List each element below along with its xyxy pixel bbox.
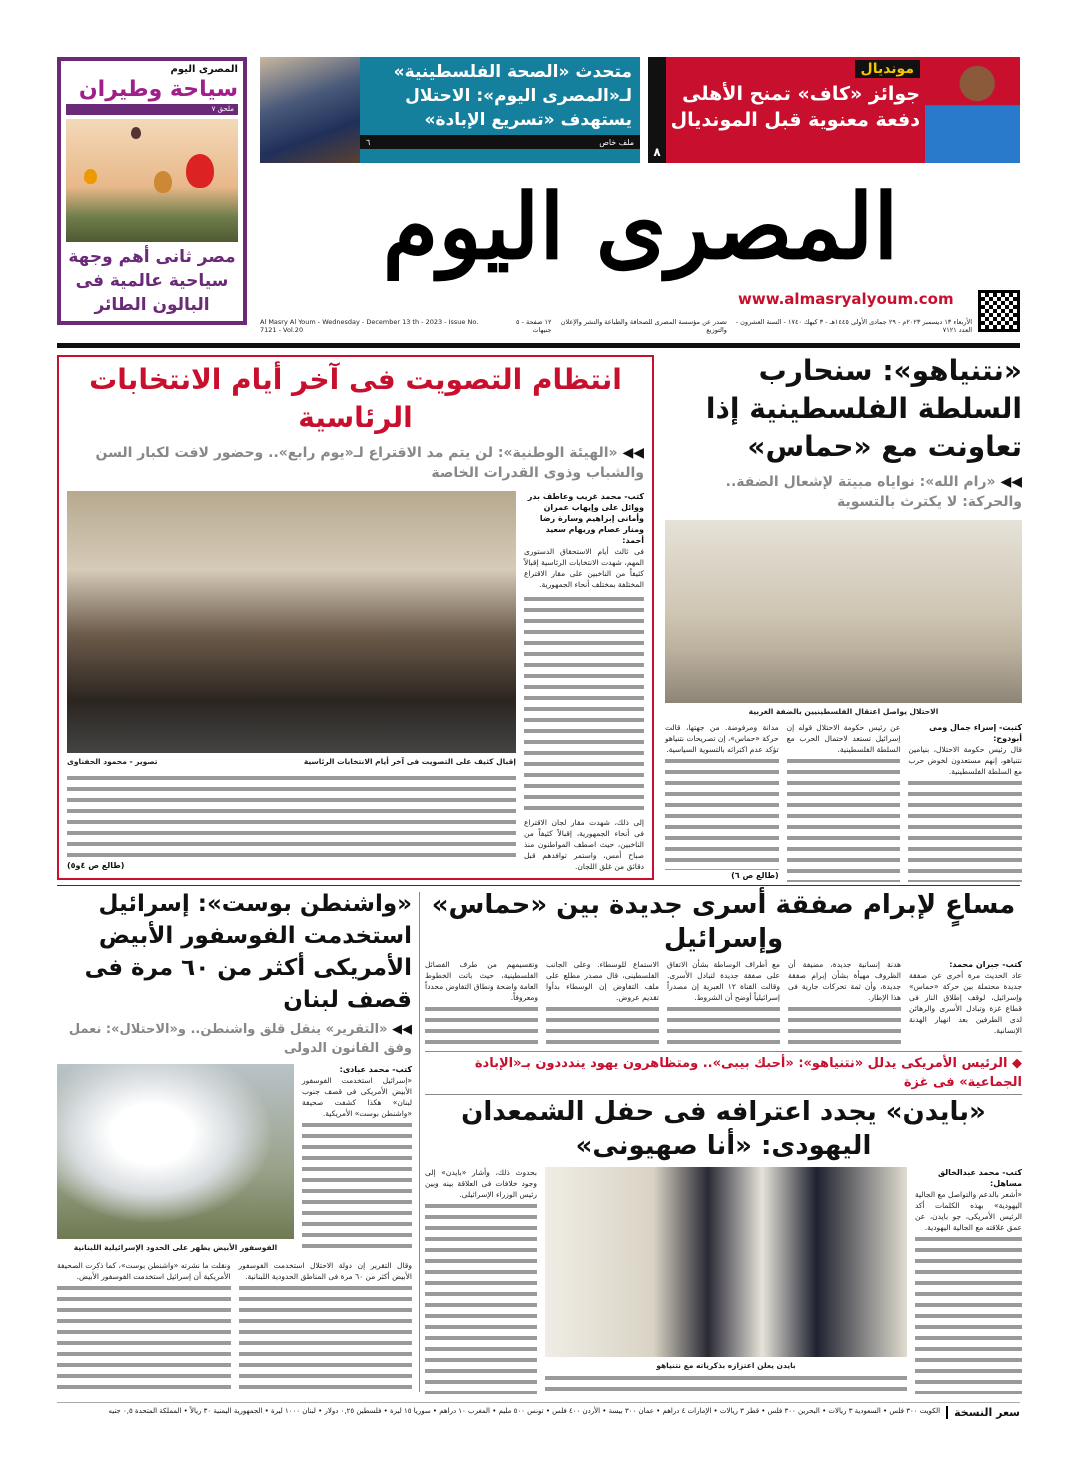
biden-kicker: ◆ الرئيس الأمريكى يدلل «نتنياهو»: «أحبك بيبى».. ومتظاهرون يهود يندددون بـ«الإبادة الجماعية» فى غزة — [425, 1054, 1022, 1095]
arrest-photo — [665, 520, 1022, 703]
election-caption-row — [67, 756, 516, 768]
prisoner-text: وتقسيمهم من طرف الفصائل الفلسطينية، حيث باتت الخطوط العامة واضحة ونطاق التفاوض محدداً ومعروفاً. — [425, 960, 538, 1002]
netanyahu-subheadline: ◀◀ «رام الله»: نواياه مبيتة لإشعال الضفة.. والحركة: لا يكترث بالتسوية — [725, 474, 1022, 510]
prisoner-col — [546, 959, 659, 1048]
biden-headline: «بايدن» يجدد اعترافه فى حفل الشمعدان اليهودى: «أنا صهيونى» — [461, 1097, 986, 1161]
netanyahu-col-2 — [787, 722, 901, 882]
column-divider — [419, 892, 420, 1392]
sport-page: ٨ — [648, 57, 666, 163]
supplement-brand: المصرى اليوم — [170, 64, 238, 75]
election-article[interactable] — [57, 355, 654, 880]
prisoner-deal-headline: مساعٍ لإبرام صفقة أسرى جديدة بين «حماس» وإسرائيل — [431, 890, 1016, 954]
election-subheadline: ◀◀ «الهيئة الوطنية»: لن يتم مد الاقتراع لـ«يوم رابع».. وحضور لافت لكبار السن والشباب وذوى القدرات الخاصة — [95, 445, 644, 481]
wapo-col — [239, 1260, 413, 1394]
player-photo — [925, 57, 1020, 163]
health-footer — [360, 135, 640, 149]
biden-article[interactable] — [425, 1054, 1022, 1394]
wapo-byline: كتب- محمد عبادى: — [339, 1065, 412, 1074]
voters-queue-photo — [67, 491, 516, 753]
wapo-headline: «واشنطن بوست»: إسرائيل استخدمت الفوسفور الأبيض الأمريكى أكثر من ٦٠ مرة فى قصف لبنان — [84, 891, 412, 1013]
wapo-text: وقال التقرير إن دولة الاحتلال استخدمت الفوسفور الأبيض أكثر من ٦٠ مرة فى المناطق الحدودية اللبنانية. — [238, 1261, 412, 1281]
section-rule — [57, 885, 1020, 886]
sport-teaser[interactable] — [648, 57, 1020, 163]
biden-photo-caption: بايدن يعلن اعتزازه بذكرياته مع نتنياهو — [656, 1361, 796, 1370]
prisoner-text: الاستماع للوسطاء. وعلى الجانب الفلسطينى، قال مصدر مطلع على ملف التفاوض إن الوسطاء بدأوا تقديم عروض. — [546, 960, 659, 1002]
health-teaser[interactable] — [260, 57, 640, 163]
prisoner-col — [788, 959, 901, 1048]
wapo-article[interactable] — [57, 888, 412, 1394]
wapo-top-row — [57, 1064, 412, 1254]
white-phosphorus-photo — [57, 1064, 294, 1239]
netanyahu-byline: كتبت- إسراء جمال ومى أبودوح: — [929, 723, 1022, 743]
election-main-column — [67, 491, 516, 872]
price-footer — [57, 1402, 1020, 1419]
website-url[interactable]: www.almasryalyoum.com — [738, 290, 954, 308]
health-tag: ملف خاص — [599, 137, 634, 147]
netanyahu-col-1 — [908, 722, 1022, 882]
prisoner-byline: كتب- جبران محمد: — [949, 960, 1022, 969]
prisoner-text: هدنة إنسانية جديدة، مضيفة أن الظروف مهيأة بشأن إبرام صفقة جديدة، وأن ثمة تحركات جارية فى هذا الإطار. — [788, 960, 901, 1002]
sport-headline: جوائز «كاف» تمنح الأهلى دفعة معنوية قبل المونديال — [670, 83, 920, 131]
qr-code — [978, 290, 1020, 332]
election-lead-column — [524, 491, 644, 872]
biden-photo-column — [545, 1167, 907, 1394]
wapo-lead-column — [302, 1064, 412, 1254]
balloons-photo — [66, 119, 238, 242]
biden-col — [425, 1167, 537, 1394]
biden-byline: كتب- محمد عبدالخالق مساهل: — [937, 1168, 1022, 1188]
dateline-publisher: تصدر عن مؤسسة المصرى للصحافة والطباعة والنشر والإعلان والتوزيع — [560, 318, 727, 334]
netanyahu-text: مدانة ومرفوضة. من جهتها، قالت حركة «حماس»، إن تصريحات نتنياهو تؤكد عدم اكتراثه بالتسوية السياسية. — [664, 723, 779, 754]
wapo-lead: «إسرائيل استخدمت الفوسفور الأبيض الأمريكى فى قصف جنوب لبنان» هكذا كشفت صحيفة «واشنطن بوست» الأمريكية. — [302, 1076, 412, 1118]
netanyahu-continue[interactable]: (طالع ص ٦) — [731, 871, 779, 880]
biden-body-text — [545, 1372, 907, 1394]
netanyahu-text: عن رئيس حكومة الاحتلال قوله إن إسرائيل تستعد لاحتمال الحرب مع السلطة الفلسطينية. — [786, 723, 901, 754]
biden-lead-column — [915, 1167, 1022, 1394]
prisoner-text: مع أطراف الوساطة بشأن الاتفاق على صفقة جديدة لتبادل الأسرى. وقالت القناة ١٢ العبرية إن مصدراً إسرائيلياً أوضح أن الشروط. — [667, 960, 780, 1002]
wapo-photo-column — [57, 1064, 294, 1254]
election-photo-credit: تصوير - محمود الحفناوى — [67, 757, 158, 766]
supplement-number: ملحق ٧ — [66, 104, 238, 115]
dateline — [260, 318, 972, 334]
price-label: سعر النسخة — [946, 1406, 1020, 1419]
price-list: الكويت ٣٠٠ فلس • السعودية ٣ ريالات • البحرين ٣٠٠ فلس • قطر ٣ ريالات • الإمارات ٤ دراهم • عمان ٣٠٠ بيسة • الأردن ٤٠٠ فلس • تونس ٥٠٠ مليم • المغرب ١٠ دراهم • سوريا ١٥ ليرة • فلسطين ٠,٢٥ دولار • لبنان ١٠٠٠ ليرة • الجمهورية اليمنية ٣٠ ريالاً • المملكة المتحدة ٠,٥ جنيه — [108, 1407, 941, 1415]
dateline-price: ١٢ صفحة - ٥ جنيهات — [516, 318, 552, 334]
wapo-text: ونقلت ما نشرته «واشنطن بوست»، كما ذكرت الصحيفة الأمريكية أن إسرائيل استخدمت الفوسفور الأبيض. — [57, 1261, 231, 1281]
election-continue[interactable]: (طالع ص ٤و٥) — [67, 861, 125, 870]
netanyahu-text: قال رئيس حكومة الاحتلال، بنيامين نتنياهو، إنهم مستعدون لخوض حرب مع السلطة الفلسطينية. — [908, 745, 1022, 776]
supplement-title: سياحة وطيران — [78, 77, 238, 102]
prisoner-col — [667, 959, 780, 1048]
sport-label: مونديال — [855, 60, 920, 78]
biden-netanyahu-photo — [545, 1167, 907, 1357]
netanyahu-body — [665, 722, 1022, 882]
wapo-photo-caption: الفوسفور الأبيض يظهر على الحدود الإسرائيلية اللبنانية — [73, 1243, 278, 1252]
tourism-supplement-teaser[interactable] — [57, 57, 247, 325]
biden-body — [425, 1167, 1022, 1394]
election-photo-caption: إقبال كثيف على التصويت فى آخر أيام الانتخابات الرئاسية — [303, 757, 516, 766]
wapo-col — [57, 1260, 231, 1394]
wapo-bottom-row — [57, 1260, 412, 1394]
election-body — [67, 491, 644, 872]
masthead-rule — [57, 343, 1020, 348]
biden-lead: «أشعر بالدعم والتواصل مع الجالية اليهودية» بهذه الكلمات أكد الرئيس الأمريكى، جو بايدن، عن عمق علاقته مع الجالية اليهودية. — [915, 1190, 1022, 1232]
election-headline: انتظام التصويت فى آخر أيام الانتخابات الرئاسية — [89, 363, 622, 434]
prisoner-col — [909, 959, 1022, 1048]
netanyahu-photo-caption: الاحتلال يواصل اعتقال الفلسطينيين بالضفة الغربية — [748, 707, 939, 716]
tourism-headline: مصر ثانى أهم وجهة سياحية عالمية فى البالون الطائر — [68, 247, 236, 315]
wapo-subheadline: ◀◀ «التقرير» ينقل قلق واشنطن.. و«الاحتلال»: نعمل وفق القانون الدولى — [68, 1022, 412, 1056]
election-body-text — [67, 772, 516, 860]
masthead-logo: المصرى اليوم — [382, 174, 899, 280]
dateline-arabic: الأربعاء ١٣ ديسمبر ٢٠٢٣م - ٢٩ جمادى الأولى ١٤٤٥هـ - ٣ كيهك ١٧٤٠ - السنة العشرون - العدد ٧١٢١ — [735, 318, 972, 334]
election-lead: فى ثالث أيام الاستحقاق الدستورى المهم، شهدت الانتخابات الرئاسية إقبالاً كثيفاً من الناخبين على مقار الاقتراع المختلفة بمختلف أنحاء الجمهورية. — [524, 547, 644, 589]
biden-text: بحدوث ذلك، وأشار «بايدن» إلى وجود خلافات فى العلاقة بينه وبين رئيس الوزراء الإسرائيلى. — [425, 1168, 537, 1199]
prisoner-col — [425, 959, 538, 1048]
prisoner-text: عاد الحديث مرة أخرى عن صفقة جديدة محتملة بين حركة «حماس» وإسرائيل، لوقف إطلاق النار فى قطاع غزة وتبادل الأسرى والرهائن لدى الطرفين بعد انهيار الهدنة الإنسانية. — [909, 971, 1022, 1035]
netanyahu-col-3 — [665, 722, 779, 882]
health-headline: متحدث «الصحة الفلسطينية» لـ«المصرى اليوم»: الاحتلال يستهدف «تسريع الإبادة» — [393, 62, 632, 130]
spokesman-photo — [260, 57, 360, 163]
election-byline: كتب- محمد غريب وعاطف بدر ووائل على وإيهاب عمران وأمانى إبراهيم وسارة رضا ومنار عصام وريهام سعيد أحمد: — [527, 492, 644, 545]
netanyahu-article[interactable] — [665, 352, 1022, 882]
election-lead-2: إلى ذلك، شهدت مقار لجان الاقتراع فى أنحاء الجمهورية، إقبالاً كثيفاً من الناخبين، حيث اصطف المواطنون منذ صباح أمس، واستمر توافدهم قبل دقائق من غلق اللجان. — [524, 818, 644, 871]
health-page: ٦ — [366, 137, 371, 147]
prisoner-deal-body — [425, 959, 1022, 1048]
dateline-english: Al Masry Al Youm - Wednesday - December 13 th - 2023 - Issue No. 7121 - Vol.20 — [260, 318, 479, 334]
prisoner-deal-article[interactable] — [425, 888, 1022, 1048]
netanyahu-headline: «نتنياهو»: سنحارب السلطة الفلسطينية إذا تعاونت مع «حماس» — [705, 354, 1022, 463]
biden-rule — [425, 1051, 1022, 1052]
